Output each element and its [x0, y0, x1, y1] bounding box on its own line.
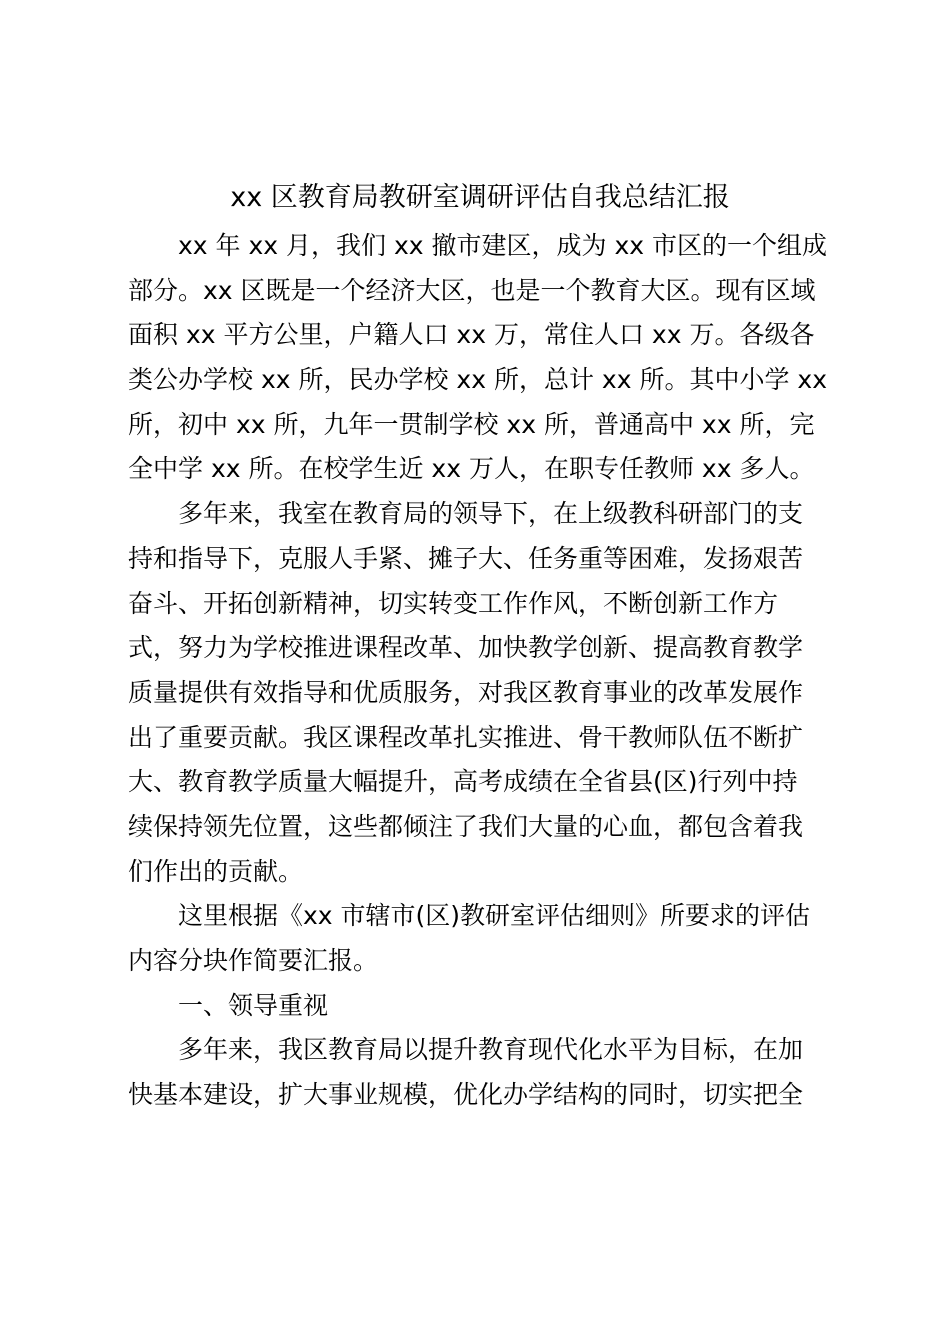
text-line: 持和指导下，克服人手紧、摊子大、任务重等困难，发扬艰苦: [128, 543, 804, 573]
document-title: xx 区教育局教研室调研评估自我总结汇报: [230, 182, 730, 213]
text-line: 式，努力为学校推进课程改革、加快教学创新、提高教育教学: [128, 633, 804, 663]
text-line: 这里根据《xx 市辖市(区)教研室评估细则》所要求的评估: [178, 901, 811, 931]
text-line: 内容分块作简要汇报。: [128, 946, 379, 975]
text-line: 面积 xx 平方公里，户籍人口 xx 万，常住人口 xx 万。各级各: [128, 320, 815, 350]
text-line: 多年来，我室在教育局的领导下，在上级教科研部门的支: [178, 499, 804, 529]
text-line: 们作出的贡献。: [128, 856, 304, 886]
text-line: 类公办学校 xx 所，民办学校 xx 所，总计 xx 所。其中小学 xx: [128, 365, 827, 395]
text-line: 质量提供有效指导和优质服务，对我区教育事业的改革发展作: [128, 677, 804, 707]
text-line: 大、教育教学质量大幅提升，高考成绩在全省县(区)行列中持: [128, 767, 798, 797]
text-line: 快基本建设，扩大事业规模，优化办学结构的同时，切实把全: [128, 1080, 804, 1110]
document-body: [128, 224, 828, 1118]
section-heading: 一、领导重视: [178, 990, 329, 1020]
text-line: 部分。xx 区既是一个经济大区，也是一个教育大区。现有区域: [128, 275, 816, 305]
text-line: 奋斗、开拓创新精神，切实转变工作作风，不断创新工作方: [128, 588, 779, 618]
text-line: xx 年 xx 月，我们 xx 撤市建区，成为 xx 市区的一个组成: [178, 231, 827, 260]
text-line: 多年来，我区教育局以提升教育现代化水平为目标，在加: [178, 1035, 804, 1065]
text-line: 全中学 xx 所。在校学生近 xx 万人，在职专任教师 xx 多人。: [128, 454, 815, 484]
text-line: 续保持领先位置，这些都倾注了我们大量的心血，都包含着我: [128, 811, 804, 841]
text-line: 所，初中 xx 所，九年一贯制学校 xx 所，普通高中 xx 所，完: [128, 409, 815, 439]
text-line: 出了重要贡献。我区课程改革扎实推进、骨干教师队伍不断扩: [128, 722, 804, 752]
